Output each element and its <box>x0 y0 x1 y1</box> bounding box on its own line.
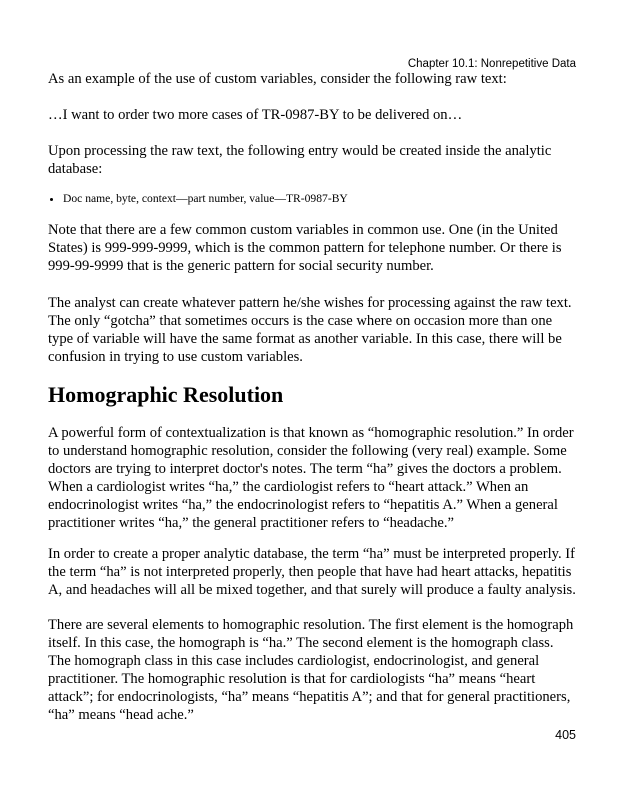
paragraph-processing: Upon processing the raw text, the following entry would be created inside the analytic database: <box>48 143 552 177</box>
running-header: Chapter 10.1: Nonrepetitive Data <box>407 58 576 70</box>
bullet-item: • Doc name, byte, context—part number, value—TR-0987-BY <box>63 192 576 206</box>
paragraph-gotcha: The analyst can create whatever pattern he/she wishes for processing against the raw text. The only “gotcha” that sometimes occurs is the case where on occasion more than one type of variable will have the same format as another variable. In this case, there will be confusion in trying to use custom variables. <box>48 295 572 365</box>
bullet-list <box>48 192 576 206</box>
paragraph-elements: There are several elements to homographic resolution. The first element is the homograph itself. In this case, the homograph is “ha.” The second element is the homograph class. The homograph class in this case includes cardiologist, endocrinologist, and general practitioner. The homographic resolution is that for cardiologists “ha” means “heart attack”; for endocrinologists, “ha” means “hepatitis A”; and that for general practitioners, “ha” means “head ache.” <box>48 617 574 723</box>
paragraph-analytic-database: In order to create a proper analytic database, the term “ha” must be interpreted properly. If the term “ha” is not interpreted properly, then people that have had heart attacks, hepatitis A, and headaches will all be mixed together, and that surely will produce a faulty analysis. <box>48 546 576 598</box>
paragraph-common-variables: Note that there are a few common custom variables in common use. One (in the United States) is 999-999-9999, which is the common pattern for telephone number. Or there is 999-99-9999 that is the generic pattern for social security number. <box>48 222 562 274</box>
page-content <box>48 70 576 724</box>
paragraph-intro: As an example of the use of custom variables, consider the following raw text: <box>48 71 507 87</box>
paragraph-raw-text-example: …I want to order two more cases of TR-0987-BY to be delivered on… <box>48 107 463 123</box>
paragraph-homographic-intro: A powerful form of contextualization is that known as “homographic resolution.” In order to understand homographic resolution, consider the following (very real) example. Some doctors are trying to interpret doctor's notes. The term “ha” gives the doctors a problem. When a cardiologist writes “ha,” the cardiologist refers to “heart attack.” When an endocrinologist writes “ha,” the endocrinologist refers to “hepatitis A.” When a general practitioner writes “ha,” the general practitioner refers to “headache.” <box>48 425 574 531</box>
section-heading: Homographic Resolution <box>48 382 284 407</box>
page-number: 405 <box>555 728 576 742</box>
